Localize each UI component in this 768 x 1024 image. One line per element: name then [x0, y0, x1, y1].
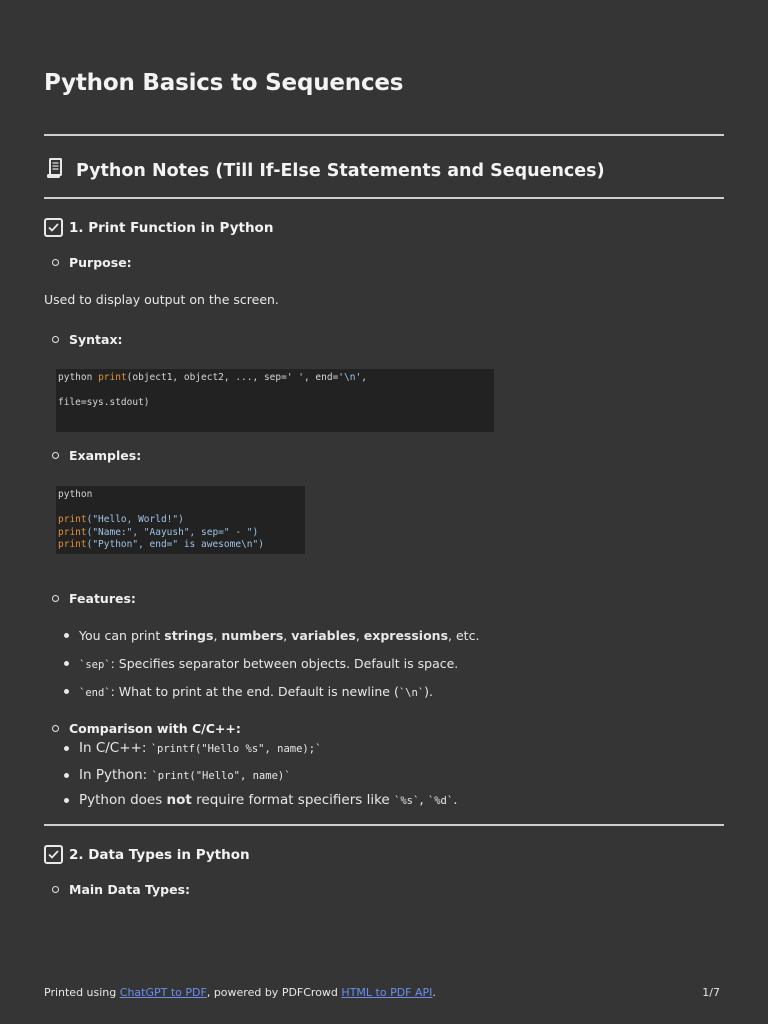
code-text: ',	[355, 372, 367, 383]
examples-label-text: Examples:	[69, 448, 142, 463]
text: , etc.	[448, 628, 480, 643]
purpose-label-text: Purpose:	[69, 255, 132, 270]
text: In Python:	[79, 767, 152, 783]
bullet-dot-icon	[64, 661, 69, 666]
bold-text: numbers	[221, 628, 284, 643]
circle-bullet-icon	[52, 452, 59, 459]
page-title: Python Basics to Sequences	[44, 70, 404, 96]
text: ,	[419, 792, 428, 808]
syntax-label-text: Syntax:	[69, 332, 123, 347]
code-string: \n	[344, 372, 356, 383]
footer-text: Printed using	[44, 986, 120, 999]
code-line	[58, 514, 303, 527]
footer-credits	[44, 986, 436, 999]
section-heading-text: 2. Data Types in Python	[69, 846, 250, 863]
main-data-types-label	[52, 882, 190, 897]
list-item-text	[79, 628, 479, 643]
circle-bullet-icon	[52, 595, 59, 602]
syntax-code-block	[56, 369, 494, 432]
code-string: ("Hello, World!")	[86, 514, 184, 525]
code-text: (object1, object2, ..., sep=' ', end='	[126, 372, 345, 383]
inline-code: `%s`	[394, 795, 420, 807]
code-lang: python	[58, 372, 93, 383]
text: You can print	[79, 628, 165, 643]
circle-bullet-icon	[52, 725, 59, 732]
circle-bullet-icon	[52, 259, 59, 266]
bullet-dot-icon	[64, 746, 69, 751]
notes-heading-text: Python Notes (Till If-Else Statements and Sequences)	[76, 160, 605, 181]
list-item-text	[79, 684, 433, 699]
section-heading-print	[44, 218, 273, 237]
comparison-label-text: Comparison with C/C++:	[69, 721, 241, 736]
divider	[44, 197, 724, 199]
page-number: 1/7	[702, 986, 720, 999]
inline-code: `end`	[79, 687, 111, 699]
code-lang: python	[58, 489, 93, 500]
text: ).	[424, 684, 433, 699]
purpose-label	[52, 255, 132, 270]
checkbox-checked-icon	[44, 218, 63, 237]
inline-code: `%d`	[427, 795, 454, 807]
page-footer	[44, 986, 720, 999]
footer-text: .	[432, 986, 436, 999]
bullet-dot-icon	[64, 773, 69, 778]
inline-code: `printf("Hello %s", name);`	[150, 743, 322, 755]
code-blank-line	[58, 385, 492, 398]
divider	[44, 824, 724, 826]
syntax-label	[52, 332, 123, 347]
bold-text: variables	[291, 628, 356, 643]
code-string: ("Python", end=" is awesome\n")	[86, 539, 264, 550]
footer-text: , powered by PDFCrowd	[206, 986, 342, 999]
purpose-text: Used to display output on the screen.	[44, 292, 279, 307]
text: require format specifiers like	[191, 792, 395, 808]
list-item	[64, 684, 433, 699]
comparison-label	[52, 721, 241, 736]
inline-code: `sep`	[79, 659, 111, 671]
code-line	[58, 539, 303, 552]
examples-label	[52, 448, 141, 463]
text: In C/C++:	[79, 740, 151, 756]
list-item-text	[79, 792, 458, 808]
code-line	[58, 527, 303, 540]
list-item	[64, 656, 458, 671]
bold-text: strings	[164, 628, 214, 643]
list-item	[64, 792, 458, 808]
text: : Specifies separator between objects. Default is space.	[110, 656, 459, 671]
section-heading-text: 1. Print Function in Python	[69, 219, 274, 236]
text: .	[453, 792, 458, 808]
features-label-text: Features:	[69, 591, 136, 606]
html-to-pdf-api-link[interactable]: HTML to PDF API	[341, 986, 433, 999]
inline-code: `\n`	[398, 687, 425, 699]
code-line	[58, 372, 492, 385]
circle-bullet-icon	[52, 336, 59, 343]
list-item	[64, 767, 291, 783]
bullet-dot-icon	[64, 798, 69, 803]
list-item-text	[79, 740, 321, 756]
main-data-types-label-text: Main Data Types:	[69, 882, 191, 897]
list-item	[64, 740, 321, 756]
code-keyword: print	[58, 526, 87, 538]
list-item	[64, 628, 479, 643]
divider	[44, 134, 724, 136]
code-blank-line	[58, 502, 303, 515]
text: ,	[355, 628, 364, 643]
code-keyword: print	[58, 539, 87, 550]
text: Python does	[79, 792, 167, 808]
list-item-text	[79, 767, 291, 783]
bullet-dot-icon	[64, 633, 69, 638]
bold-text: expressions	[363, 628, 449, 643]
text: ,	[213, 628, 222, 643]
code-keyword: print	[58, 514, 87, 525]
code-line: file=sys.stdout)	[58, 397, 150, 408]
section-heading-data-types	[44, 845, 250, 864]
bold-text: not	[166, 792, 192, 808]
features-label	[52, 591, 136, 606]
circle-bullet-icon	[52, 886, 59, 893]
examples-code-block	[56, 486, 305, 554]
chatgpt-to-pdf-link[interactable]: ChatGPT to PDF	[119, 986, 207, 999]
notes-heading	[46, 157, 605, 184]
bullet-dot-icon	[64, 689, 69, 694]
text: ,	[283, 628, 292, 643]
inline-code: `print("Hello", name)`	[151, 770, 291, 782]
checkbox-checked-icon	[44, 845, 63, 864]
code-keyword: print	[98, 372, 127, 383]
list-item-text	[79, 656, 458, 671]
code-string: ("Name:", "Aayush", sep=" - ")	[86, 526, 259, 538]
text: : What to print at the end. Default is newline (	[110, 684, 399, 699]
scroll-icon	[46, 157, 66, 184]
